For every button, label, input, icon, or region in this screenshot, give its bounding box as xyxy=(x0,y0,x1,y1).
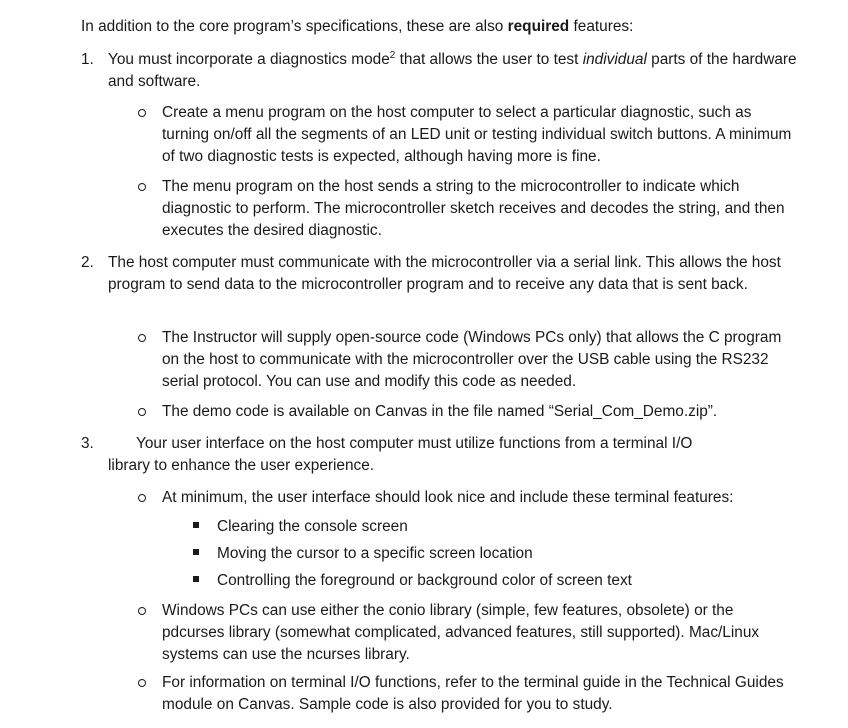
item-3-text-rest: library to enhance the user experience. xyxy=(108,457,375,474)
hollow-circle-bullet-icon xyxy=(138,109,146,117)
item-1-text-a: You must incorporate a diagnostics mode xyxy=(108,51,390,68)
item-1-number: 1. xyxy=(81,51,94,68)
hollow-circle-bullet-icon xyxy=(138,408,146,416)
item-2-subitem-1: The Instructor will supply open-source code (Windows PCs only) that allows the C program on the host to communicate with the microcontroller over the USB cable using the RS232 serial protocol. You can use and modify this code as needed. xyxy=(162,329,782,390)
hollow-circle-bullet-icon xyxy=(138,334,146,342)
intro-paragraph xyxy=(81,16,633,38)
hollow-circle-bullet-icon xyxy=(138,607,146,615)
item-2-number: 2. xyxy=(81,254,94,271)
square-bullet-icon xyxy=(193,549,199,555)
item-3-text-first-line: Your user interface on the host computer must utilize functions from a terminal I/O xyxy=(136,435,693,452)
hollow-circle-bullet-icon xyxy=(138,679,146,687)
item-1-text-c: parts of the hardware and software. xyxy=(108,51,797,90)
item-2-subitem-2: The demo code is available on Canvas in the file named “Serial_Com_Demo.zip”. xyxy=(162,403,718,420)
bullet-controlling-color: Controlling the foreground or background color of screen text xyxy=(217,572,632,589)
intro-bold-required: required xyxy=(507,18,570,35)
hollow-circle-bullet-icon xyxy=(138,494,146,502)
bullet-clearing-screen: Clearing the console screen xyxy=(217,518,408,535)
intro-text-after: features: xyxy=(569,18,634,35)
item-1-italic: individual xyxy=(582,51,647,68)
item-1-text xyxy=(108,49,798,93)
square-bullet-icon xyxy=(193,522,199,528)
square-bullet-icon xyxy=(193,576,199,582)
hollow-circle-bullet-icon xyxy=(138,183,146,191)
item-1-subitem-2: The menu program on the host sends a string to the microcontroller to indicate which diagnostic to perform. The microcontroller sketch receives and decodes the string, and then executes the desired diagnostic. xyxy=(162,178,785,239)
item-3-subitem-2: Windows PCs can use either the conio library (simple, few features, obsolete) or the pdcurses library (somewhat complicated, advanced features, still supported). Mac/Linux systems can use the ncurses library. xyxy=(162,602,760,663)
item-2-text: The host computer must communicate with the microcontroller via a serial link. This allows the host program to send data to the microcontroller program and to receive any data that is sent back. xyxy=(108,254,781,293)
bullet-moving-cursor: Moving the cursor to a specific screen location xyxy=(217,545,533,562)
item-3-subitem-1: At minimum, the user interface should look nice and include these terminal features: xyxy=(162,489,734,506)
item-1-subitem-1: Create a menu program on the host computer to select a particular diagnostic, such as turning on/off all the segments of an LED unit or testing individual switch buttons. A minimum of two diagnostic tests is expected, although having more is fine. xyxy=(162,104,792,165)
item-3-number: 3. xyxy=(81,435,94,452)
footnote-ref-2: 2 xyxy=(389,50,396,61)
item-3-subitem-3: For information on terminal I/O functions, refer to the terminal guide in the Technical Guides module on Canvas. Sample code is also provided for you to study. xyxy=(162,674,784,713)
item-1-text-b: that allows the user to test xyxy=(395,51,583,68)
intro-text-before: In addition to the core program’s specifications, these are also xyxy=(81,18,508,35)
